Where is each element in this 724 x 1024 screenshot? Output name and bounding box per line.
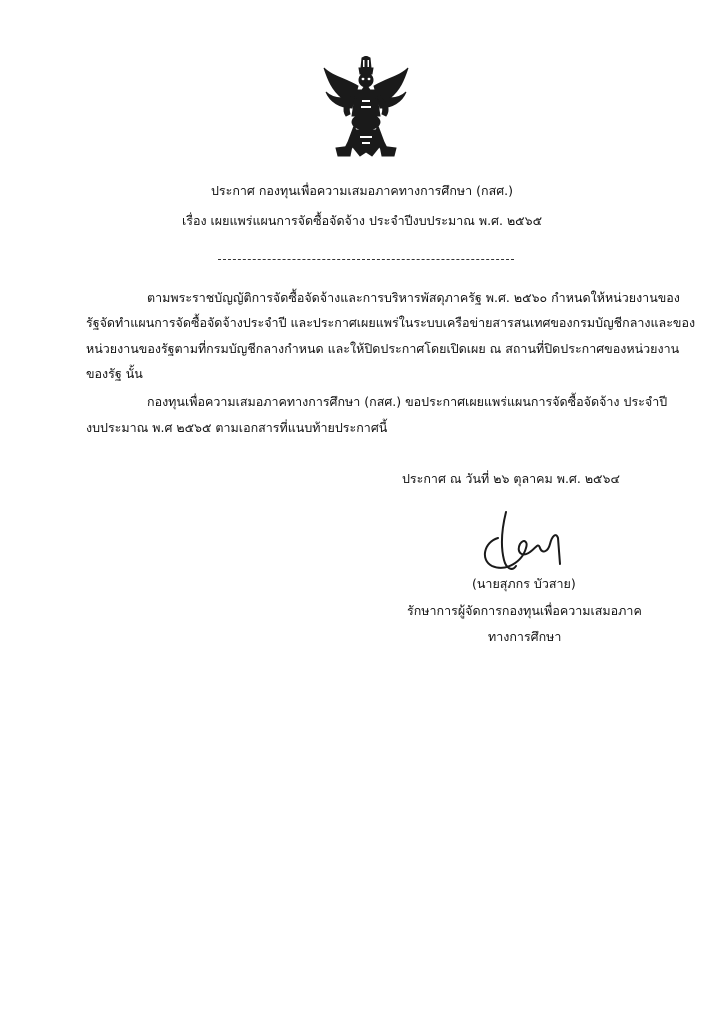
paragraph-1-line-3: หน่วยงานของรัฐตามที่กรมบัญชีกลางกำหนด และให้ปิดประกาศโดยเปิดเผย ณ สถานที่ปิดประกาศของหน่วยงาน (86, 341, 680, 356)
announcement-subject: เรื่อง เผยแพร่แผนการจัดซื้อจัดจ้าง ประจำปีงบประมาณ พ.ศ. ๒๕๖๕ (181, 213, 543, 228)
announcement-title: ประกาศ กองทุนเพื่อความเสมอภาคทางการศึกษา (กสศ.) (210, 183, 513, 198)
paragraph-2-line-2: งบประมาณ พ.ศ ๒๕๖๕ ตามเอกสารที่แนบท้ายประกาศนี้ (86, 420, 388, 435)
paragraph-2-line-1: กองทุนเพื่อความเสมอภาคทางการศึกษา (กสศ.) ขอประกาศเผยแพร่แผนการจัดซื้อจัดจ้าง ประจำปี (147, 394, 668, 409)
paragraph-1-line-4: ของรัฐ นั้น (86, 366, 143, 381)
announcement-date: ประกาศ ณ วันที่ ๒๖ ตุลาคม พ.ศ. ๒๕๖๔ (402, 471, 620, 486)
signature-icon (476, 508, 572, 584)
paragraph-1-line-2: รัฐจัดทำแผนการจัดซื้อจัดจ้างประจำปี และประกาศเผยแพร่ในระบบเครือข่ายสารสนเทศของกรมบัญชีกลางและของ (86, 315, 696, 330)
signatory-title-line-2: ทางการศึกษา (488, 629, 562, 644)
signatory-name: (นายสุภกร บัวสาย) (472, 576, 576, 591)
garuda-emblem-icon (322, 56, 410, 160)
signatory-title-line-1: รักษาการผู้จัดการกองทุนเพื่อความเสมอภาค (407, 603, 642, 618)
paragraph-1-line-1: ตามพระราชบัญญัติการจัดซื้อจัดจ้างและการบริหารพัสดุภาครัฐ พ.ศ. ๒๕๖๐ กำหนดให้หน่วยงานของ (147, 290, 680, 305)
header-divider (218, 259, 514, 260)
